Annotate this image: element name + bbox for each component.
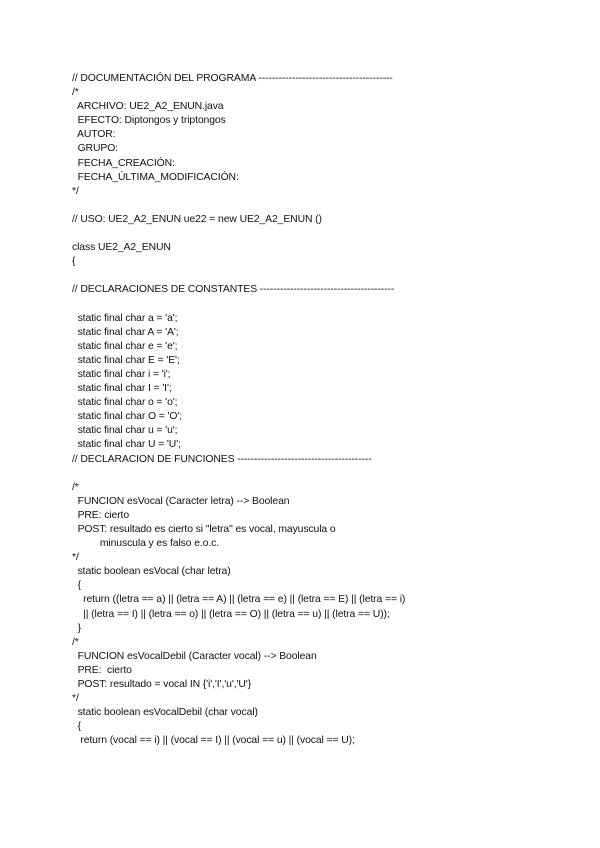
code-line: // DECLARACIONES DE CONSTANTES ---------------------------------------- — [72, 284, 395, 296]
code-line: // DOCUMENTACIÓN DEL PROGRAMA ---------------------------------------- — [72, 73, 393, 84]
code-line: /* — [72, 87, 79, 99]
code-line — [72, 227, 592, 241]
code-line — [72, 467, 592, 481]
code-line: */ — [72, 185, 79, 197]
code-line: static final char e = 'e'; — [72, 340, 178, 352]
code-line: { — [72, 256, 76, 268]
code-line: POST: resultado = vocal IN {'i','I','u','U'} — [72, 679, 252, 691]
code-line: ARCHIVO: UE2_A2_ENUN.java — [72, 101, 224, 113]
code-line: { — [72, 580, 81, 592]
code-line: static final char i = 'i'; — [72, 368, 171, 380]
code-line — [72, 199, 592, 213]
code-line: GRUPO: — [72, 143, 118, 155]
code-line: static final char o = 'o'; — [72, 397, 178, 409]
code-line: */ — [72, 693, 79, 705]
code-line: minuscula y es falso e.o.c. — [72, 538, 220, 550]
code-line: FECHA_ÚLTIMA_MODIFICACIÓN: — [72, 171, 239, 183]
code-line: || (letra == I) || (letra == o) || (letra == O) || (letra == u) || (letra == U)); — [72, 608, 390, 620]
code-line: static final char U = 'U'; — [72, 439, 181, 451]
code-line: FECHA_CREACIÓN: — [72, 157, 175, 169]
code-line: /* — [72, 481, 79, 493]
code-line: return ((letra == a) || (letra == A) || (letra == e) || (letra == E) || (letra == i) — [72, 594, 406, 606]
code-line: static boolean esVocal (char letra) — [72, 566, 231, 578]
code-line: FUNCION esVocalDebil (Caracter vocal) --> Boolean — [72, 650, 317, 662]
code-line: static final char E = 'E'; — [72, 354, 180, 366]
code-line: // DECLARACION DE FUNCIONES ---------------------------------------- — [72, 453, 372, 465]
code-line: FUNCION esVocal (Caracter letra) --> Boolean — [72, 495, 290, 507]
code-line: // USO: UE2_A2_ENUN ue22 = new UE2_A2_ENUN () — [72, 213, 322, 225]
code-line: PRE: cierto — [72, 509, 130, 521]
code-line: /* — [72, 636, 79, 648]
code-line: return (vocal == i) || (vocal == I) || (vocal == u) || (vocal == U); — [72, 735, 355, 747]
code-line: PRE: cierto — [72, 664, 132, 676]
code-line — [72, 298, 592, 312]
code-line: } — [72, 622, 81, 634]
code-line: { — [72, 721, 81, 733]
code-line: class UE2_A2_ENUN — [72, 242, 171, 254]
code-line: static final char a = 'a'; — [72, 312, 178, 324]
code-line: AUTOR: — [72, 129, 116, 141]
code-line: static final char A = 'A'; — [72, 326, 179, 338]
code-line: EFECTO: Diptongos y triptongos — [72, 115, 226, 127]
code-line — [72, 269, 592, 283]
code-line: static final char I = 'I'; — [72, 383, 172, 395]
code-listing — [72, 72, 592, 749]
code-line: */ — [72, 552, 79, 564]
code-line: static final char u = 'u'; — [72, 425, 178, 437]
code-line: static boolean esVocalDebil (char vocal) — [72, 707, 258, 719]
code-line: static final char O = 'O'; — [72, 411, 183, 423]
code-line: POST: resultado es cierto si "letra" es vocal, mayuscula o — [72, 524, 336, 535]
